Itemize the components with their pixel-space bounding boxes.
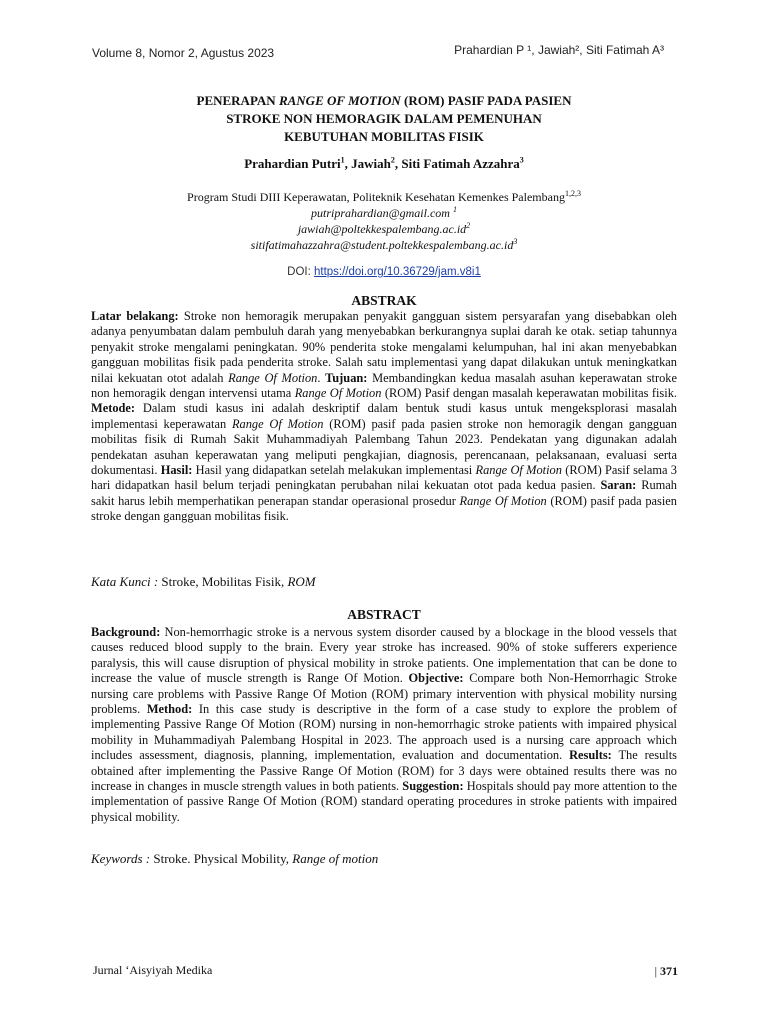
journal-volume: Volume 8, Nomor 2, Agustus 2023 <box>92 46 275 60</box>
abstract-body: Background: Non-hemorrhagic stroke is a nervous system disorder caused by a blockage in the blood vessels that causes reduced blood supply to the brain. Every year stroke has increased. 90% of stoke sufferers experience paralysis, this will cause disruption of physical mobility in stroke patients. One implementation that can be done to increase the value of muscle strength is Range Of Motion. Objective: Compare both Non-Hemorrhagic Stroke nursing care problems with Passive Range Of Motion (ROM) primary intervention with physical mobility nursing problems. Method: In this case study is descriptive in the form of a case study to explore the problem of implementing Passive Range Of Motion (ROM) nursing in non-hemorrhagic stroke patients with impaired physical mobility in Muhammadiyah Palembang Hospital in 2023. The approach used is a nursing care approach which includes assessment, diagnosis, planning, implementation, evaluation and documentation. Results: The results obtained after implementing the Passive Range Of Motion (ROM) for 3 days were obtained results there was no increase in changes in muscle strength values in both patients. Suggestion: Hospitals should pay more attention to the implementation of passive Range Of Motion (ROM) standard operating procedures in stroke patients with impaired physical mobility. <box>91 625 677 824</box>
abstract-heading: ABSTRACT <box>347 607 421 622</box>
doi-link[interactable]: https://doi.org/10.36729/jam.v8i1 <box>313 266 481 278</box>
kata-kunci: Kata Kunci : Stroke, Mobilitas Fisik, ROM <box>91 574 316 589</box>
author-email-1[interactable]: putriprahardian@gmail.com $^1$ <box>311 205 457 220</box>
keywords: Keywords : Stroke. Physical Mobility, Range of motion <box>91 851 379 866</box>
author-list: Prahardian Putri$^1$, Jawiah$^2$, Siti Fatimah Azzahra$^3$ <box>244 155 524 171</box>
title-line-2: STROKE NON HEMORAGIK DALAM PEMENUHAN <box>226 111 542 126</box>
journal-name: Jurnal ‘Aisyiyah Medika <box>93 963 213 977</box>
title-line-1: PENERAPAN RANGE OF MOTION (ROM) PASIF PADA PASIEN <box>196 93 572 108</box>
abstrak-body: Latar belakang: Stroke non hemoragik merupakan penyakit gangguan sistem persyarafan yang disebabkan oleh adanya penyumbatan dalam pembuluh darah yang menyebabkan berkurangnya suplai darah ke otak. setiap tahunnya penyakit stroke mengalami peningkatan. 90% penderita stoke mengalami kelumpuhan, hal ini akan menyebabkan gangguan mobilitas fisik pada penderita stroke. Salah satu implementasi yang dapat dilakukan untuk meningkatkan nilai kekuatan otot adalah Range Of Motion. Tujuan: Membandingkan kedua masalah asuhan keperawatan stroke non hemoragik dengan intervensi utama Range Of Motion (ROM) Pasif dengan masalah keperawatan mobilitas fisik. Metode: Dalam studi kasus ini adalah deskriptif dalam bentuk studi kasus untuk mengeksplorasi masalah implementasi keperawatan Range Of Motion (ROM) pasif pada pasien stroke non hemoragik dengan gangguan mobilitas fisik di Rumah Sakit Muhammadiyah Palembang Tahun 2023. Pendekatan yang digunakan adalah pendekatan asuhan keperawatan yang meliputi pengkajian, diagnosis, perencanaan, pelaksanaan, evaluasi serta dokumentasi. Hasil: Hasil yang didapatkan setelah melakukan implementasi Range Of Motion (ROM) Pasif selama 3 hari didapatkan hasil belum terjadi peningkatan perubahan nilai kekuatan otot pada kedua pasien. Saran: Rumah sakit harus lebih memperhatikan penerapan standar operasional prosedur Range Of Motion (ROM) pasif pada pasien stroke dengan gangguan mobilitas fisik. <box>91 309 677 524</box>
running-authors: Prahardian P ¹, Jawiah², Siti Fatimah A³ <box>454 43 664 57</box>
author-email-3[interactable]: $sitifatimahazzahra@student.poltekkespalembang.ac.id^3$ <box>250 237 518 252</box>
affiliation-block <box>90 189 678 253</box>
doi-line: DOI: https://doi.org/10.36729/jam.v8i1 <box>287 266 481 278</box>
abstrak-heading: ABSTRAK <box>351 293 417 308</box>
author-email-2[interactable]: $jawiah@poltekkespalembang.ac.id^2$ <box>297 221 471 236</box>
affiliation: Program Studi DIII Keperawatan, Politeknik Kesehatan Kemenkes Palembang$^{1,2,3}$ <box>187 189 581 204</box>
title-line-3: KEBUTUHAN MOBILITAS FISIK <box>284 129 484 144</box>
page-number: | 371 <box>654 964 678 978</box>
article-title <box>90 92 678 146</box>
